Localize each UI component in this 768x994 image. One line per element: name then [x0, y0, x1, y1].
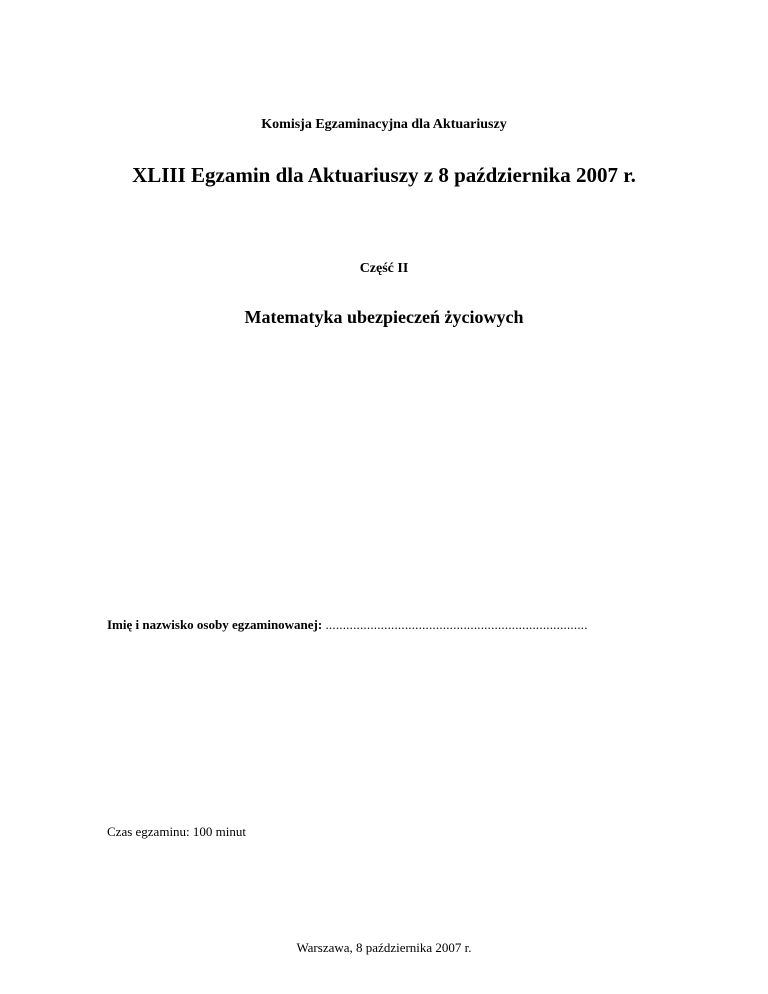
committee-name: Komisja Egzaminacyjna dla Aktuariuszy — [261, 117, 507, 132]
candidate-name-dotted-field: ............................................................................ — [325, 617, 588, 632]
exam-duration: Czas egzaminu: 100 minut — [107, 824, 247, 839]
candidate-name-line — [107, 616, 588, 633]
exam-subject: Matematyka ubezpieczeń życiowych — [244, 307, 524, 327]
place-and-date: Warszawa, 8 października 2007 r. — [296, 940, 472, 955]
candidate-name-label: Imię i nazwisko osoby egzaminowanej: — [107, 617, 323, 632]
exam-title: XLIII Egzamin dla Aktuariuszy z 8 października 2007 r. — [132, 163, 636, 187]
exam-part: Część II — [359, 261, 409, 276]
